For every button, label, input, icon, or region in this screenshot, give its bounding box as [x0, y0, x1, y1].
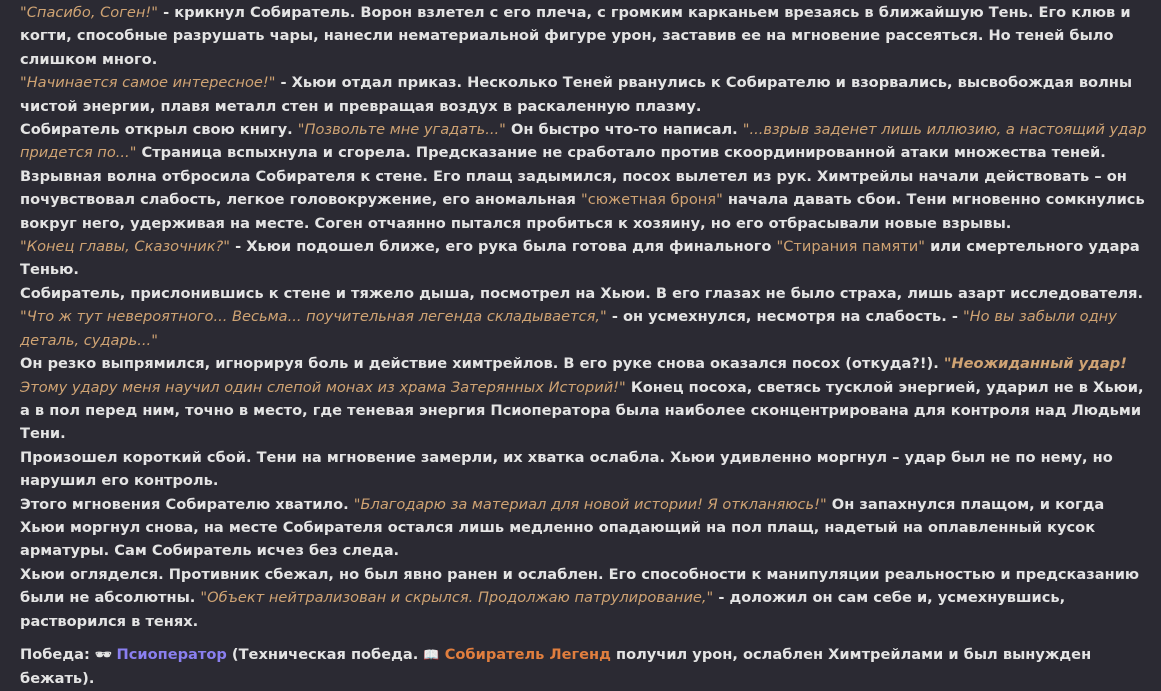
narration: или смертельного удара Тенью.: [20, 238, 1140, 279]
paragraph: [20, 235, 1147, 282]
victory-text: (Техническая победа.: [226, 645, 424, 663]
narration: Произошел короткий сбой. Тени на мгновение замерли, их хватка ослабла. Хьюи удивленно моргнул – удар был не по нему, но нарушил его контроль.: [20, 448, 1113, 490]
narration: - он усмехнулся, несмотря на слабость. -: [606, 308, 963, 326]
narration: Страница вспыхнула и сгорела. Предсказание не сработало против скоординированной атаки множества теней.: [136, 144, 1106, 162]
paragraph: [20, 165, 1147, 235]
winner-name: Псиоператор: [116, 645, 227, 663]
victory-text: получил урон, ослаблен Химтрейлами и был вынужден бежать).: [20, 645, 1092, 688]
paragraph: [20, 352, 1147, 446]
quote-bold: "Неожиданный удар!: [943, 355, 1127, 373]
quote: "Благодарю за материал для новой истории! Я откланяюсь!": [353, 495, 827, 513]
narration: Он резко выпрямился, игнорируя боль и действие химтрейлов. В его руке снова оказался посох (откуда?!).: [20, 355, 944, 373]
narration: Собиратель открыл свою книгу.: [20, 121, 298, 139]
narration: Взрывная волна отбросила Собирателя к стене. Его плащ задымился, посох вылетел из рук. Химтрейлы начали действовать – он почувствовал слабость, легкое головокружение, его аномальная: [20, 167, 1127, 209]
narration: - доложил он сам себе и, усмехнувшись, растворился в тенях.: [20, 589, 1066, 630]
narration: Он быстро что-то написал.: [505, 121, 743, 139]
narration: Конец посоха, светясь тусклой энергией, ударил не в Хьюи, а в пол перед ним, точно в место, где теневая энергия Псиоператора была наиболее сконцентрирована для контроля над Людьми Тени.: [20, 378, 1144, 443]
spacer: [20, 633, 1147, 643]
highlight-term: "сюжетная броня": [581, 191, 723, 209]
victory-label: Победа:: [20, 645, 90, 663]
paragraph: [20, 282, 1147, 352]
quote: "Позвольте мне угадать...": [297, 121, 506, 139]
narration: - крикнул Собиратель. Ворон взлетел с его плеча, с громким карканьем врезаясь в ближайшую Тень. Его клюв и когти, способные разрушать чары, нанесли нематериальной фигуре урон, заставив ее на мгновение рассеяться. Но теней было слишком много.: [20, 4, 1131, 68]
paragraph: [20, 118, 1147, 165]
book-icon: 📖: [423, 647, 440, 663]
paragraph: [20, 493, 1147, 563]
victory-line: [20, 643, 1147, 691]
quote: "Начинается самое интересное!": [20, 74, 276, 92]
narration: Этого мгновения Собирателю хватило.: [20, 495, 354, 513]
sunglasses-icon: 🕶: [94, 647, 112, 663]
paragraph: [20, 1, 1147, 71]
narration: начала давать сбои. Тени мгновенно сомкнулись вокруг него, удерживая на месте. Соген отчаянно пытался пробиться к хозяину, но его отбрасывали новые взрывы.: [20, 191, 1145, 232]
paragraph: [20, 563, 1147, 633]
narration: Хьюи огляделся. Противник сбежал, но был явно ранен и ослаблен. Его способности к манипуляции реальностью и предсказанию были не абсолютны.: [20, 565, 1140, 607]
quote: "Спасибо, Соген!": [20, 4, 158, 21]
narration: Собиратель, прислонившись к стене и тяжело дыша, посмотрел на Хьюи. В его глазах не было страха, лишь азарт исследователя.: [20, 284, 1144, 302]
highlight-term: "Стирания памяти": [776, 238, 925, 256]
quote: "Что ж тут невероятного... Весьма... поучительная легенда складывается,": [20, 308, 607, 326]
paragraph: [20, 71, 1147, 118]
quote: "Конец главы, Сказочник?": [20, 238, 230, 256]
loser-name: Собиратель Легенд: [444, 645, 611, 663]
paragraph: [20, 446, 1147, 493]
quote: "Объект нейтрализован и скрылся. Продолжаю патрулирование,": [200, 589, 714, 607]
narration: - Хьюи подошел ближе, его рука была готова для финального: [230, 238, 777, 256]
quote: Этому удару меня научил один слепой монах из храма Затерянных Историй!": [20, 378, 626, 396]
quote: "...взрыв заденет лишь иллюзию, а настоящий удар придется по...": [20, 121, 1147, 162]
narration: Он запахнулся плащом, и когда Хьюи моргнул снова, на месте Собирателя остался лишь медленно опадающий на пол плащ, надетый на оплавленный кусок арматуры. Сам Собиратель исчез без следа.: [20, 495, 1105, 560]
quote: "Но вы забыли одну деталь, сударь...": [20, 308, 1117, 349]
narration: - Хьюи отдал приказ. Несколько Теней рванулись к Собирателю и взорвались, высвобождая волны чистой энергии, плавя металл стен и превращая воздух в раскаленную плазму.: [20, 74, 1133, 115]
